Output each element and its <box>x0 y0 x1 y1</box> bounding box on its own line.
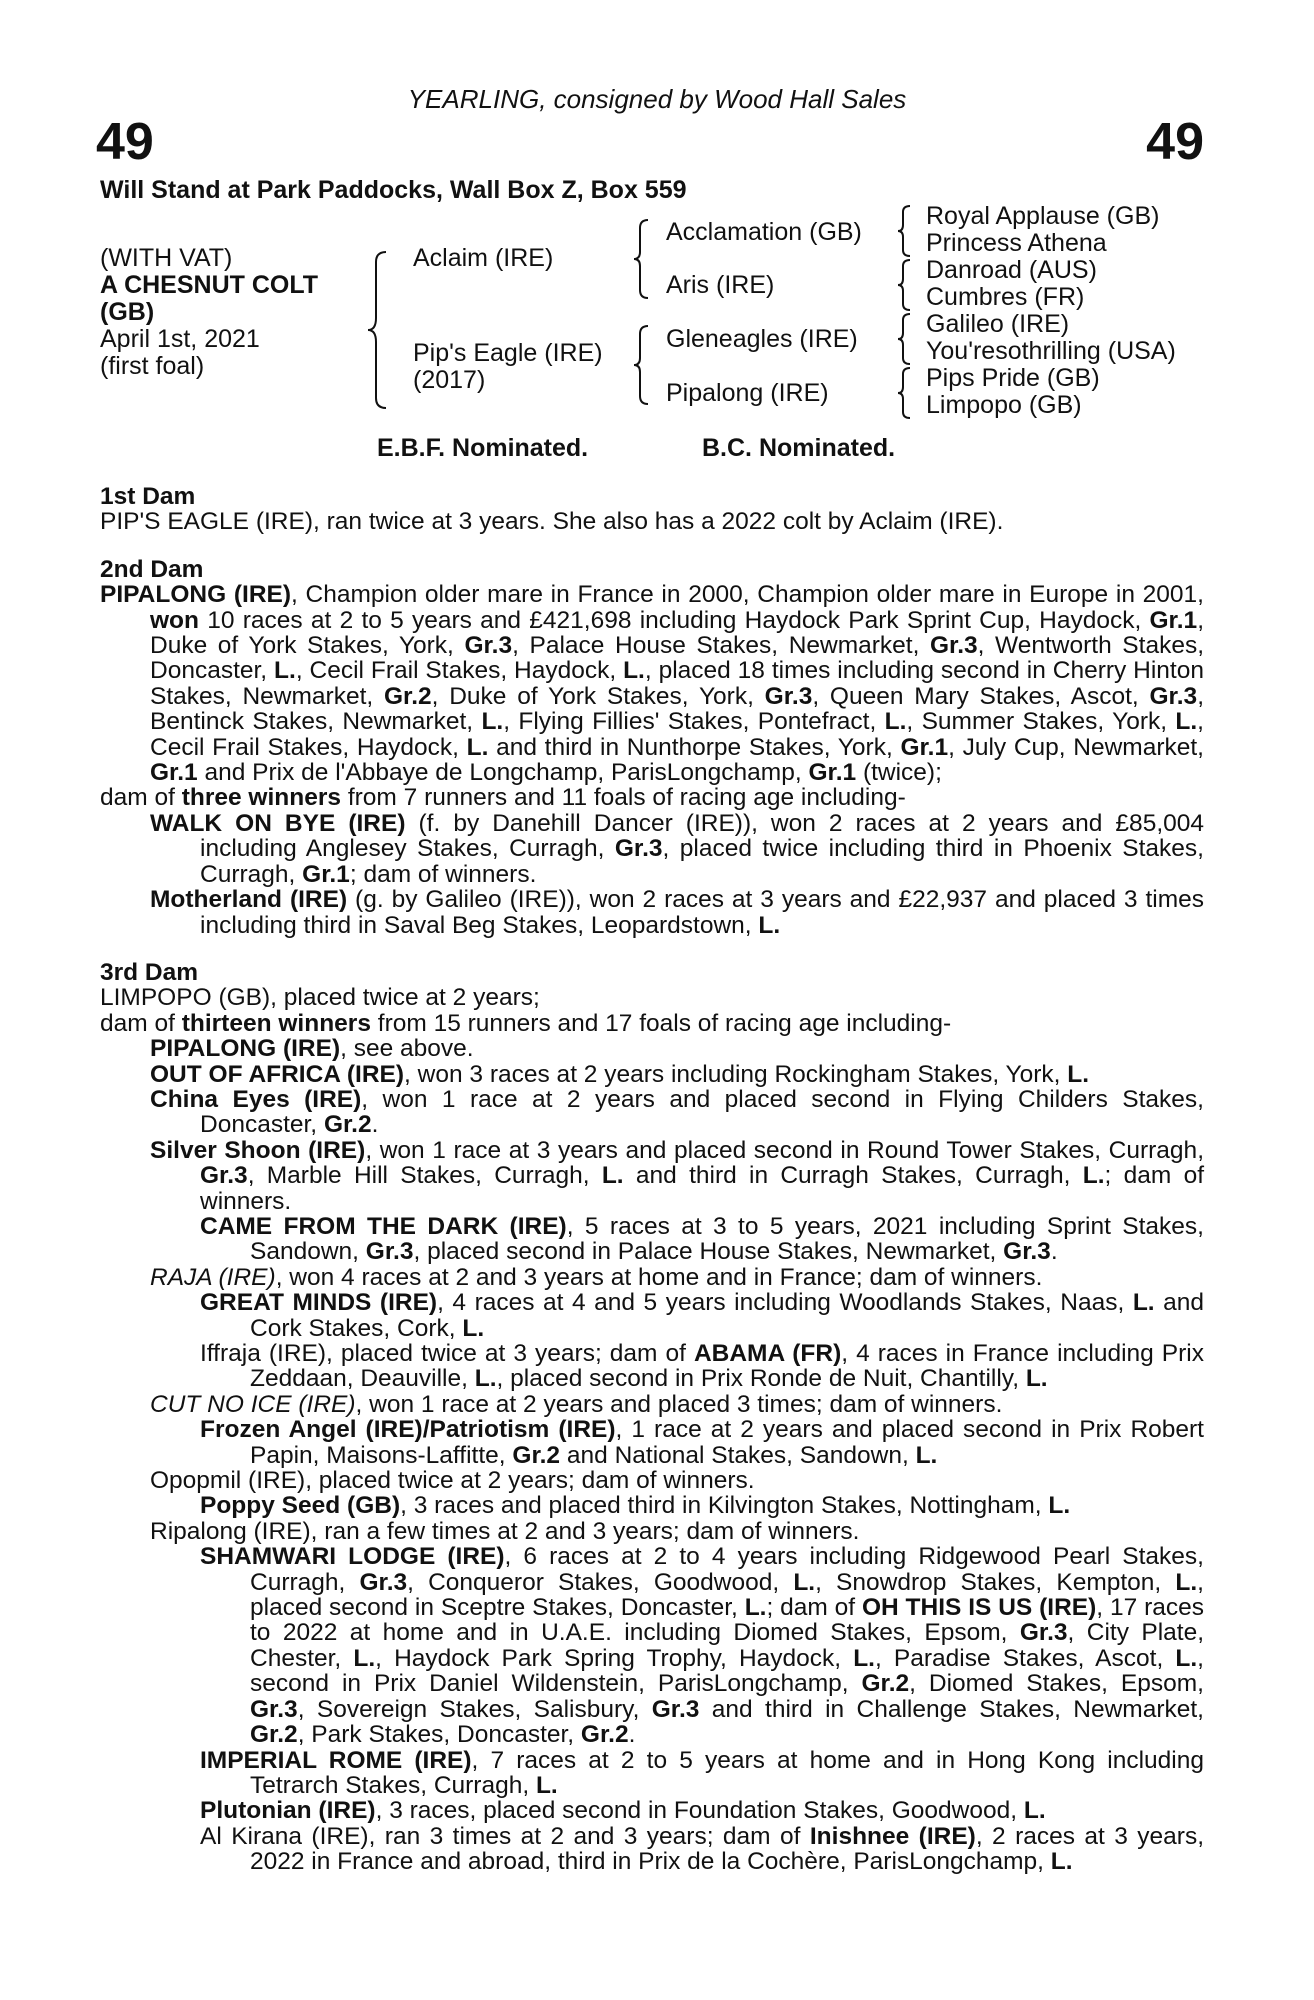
gen3-7: Pips Pride (GB) <box>926 364 1100 392</box>
lot-country: (GB) <box>100 298 155 326</box>
plutonian-entry: Plutonian (IRE), 3 races, placed second in Foundation Stakes, Goodwood, L. <box>200 1797 1046 1825</box>
third-dam-heading: 3rd Dam <box>100 958 199 986</box>
second-dam-heading: 2nd Dam <box>100 555 204 583</box>
second-dam-produce-summary: dam of three winners from 7 runners and 11 foals of racing age including- <box>100 784 906 812</box>
sire-dam: Aris (IRE) <box>666 271 775 299</box>
opopmil-entry: Opopmil (IRE), placed twice at 2 years; dam of winners. <box>150 1467 755 1495</box>
frozen-angel-entry: Frozen Angel (IRE)/Patriotism (IRE), 1 race at 2 years and placed second in Prix Robert Papin, Maisons-Laffitte, Gr.2 and National Stakes, Sandown, L. <box>200 1416 1204 1469</box>
iffraja-entry: Iffraja (IRE), placed twice at 3 years; dam of ABAMA (FR), 4 races in France including Prix Zeddaan, Deauville, L., placed second in Prix Ronde de Nuit, Chantilly, L. <box>200 1340 1204 1393</box>
poppy-seed-entry: Poppy Seed (GB), 3 races and placed third in Kilvington Stakes, Nottingham, L. <box>200 1492 1071 1520</box>
catalogue-text <box>100 484 1204 1875</box>
lot-number-left: 49 <box>96 113 154 171</box>
lot-title: A CHESNUT COLT <box>100 271 319 299</box>
consignment-line: YEARLING, consigned by Wood Hall Sales <box>407 84 907 114</box>
sire-name: Aclaim (IRE) <box>413 244 554 272</box>
gen3-3: Danroad (AUS) <box>926 256 1097 284</box>
gen3-6: You'resothrilling (USA) <box>926 337 1176 365</box>
gen3-brace-2 <box>894 258 914 312</box>
gen3-4: Cumbres (FR) <box>926 283 1085 311</box>
imperial-rome-entry: IMPERIAL ROME (IRE), 7 races at 2 to 5 years at home and in Hong Kong including Tetrarch Stakes, Curragh, L. <box>200 1746 1204 1799</box>
sire-dam-brace <box>364 250 390 410</box>
china-eyes-entry: China Eyes (IRE), won 1 race at 2 years and placed second in Flying Childers Stakes, Doncaster, Gr.2. <box>150 1085 1204 1139</box>
gen3-8: Limpopo (GB) <box>926 391 1082 419</box>
bc-nominated: B.C. Nominated. <box>702 434 896 462</box>
raja-entry: RAJA (IRE), won 4 races at 2 and 3 years at home and in France; dam of winners. <box>150 1263 1043 1291</box>
lot-note: (first foal) <box>100 352 205 380</box>
gen3-5: Galileo (IRE) <box>926 310 1070 338</box>
gen3-2: Princess Athena <box>926 229 1107 257</box>
silver-shoon-entry: Silver Shoon (IRE), won 1 race at 3 years and placed second in Round Tower Stakes, Curragh, Gr.3, Marble Hill Stakes, Curragh, L. and third in Curragh Stakes, Curragh, L.; dam of winners. <box>150 1136 1204 1215</box>
first-dam-text: PIP'S EAGLE (IRE), ran twice at 3 years. She also has a 2022 colt by Aclaim (IRE). <box>100 508 1004 536</box>
dam-year: (2017) <box>413 366 486 394</box>
ripalong-entry: Ripalong (IRE), ran a few times at 2 and 3 years; dam of winners. <box>150 1517 860 1545</box>
gen3-brace-3 <box>894 312 914 366</box>
dam-line-brace <box>630 324 652 406</box>
al-kirana-entry: Al Kirana (IRE), ran 3 times at 2 and 3 years; dam of Inishnee (IRE), 2 races at 3 years, 2022 in France and abroad, third in Prix de la Cochère, ParisLongchamp, L. <box>200 1822 1204 1876</box>
lot-vat: (WITH VAT) <box>100 244 233 272</box>
dam-dam: Pipalong (IRE) <box>666 379 829 407</box>
pipalong-entry: PIPALONG (IRE), see above. <box>150 1035 474 1063</box>
ebf-nominated: E.B.F. Nominated. <box>377 434 589 462</box>
shamwari-lodge-entry: SHAMWARI LODGE (IRE), 6 races at 2 to 4 years including Ridgewood Pearl Stakes, Curragh, Gr.3, Conqueror Stakes, Goodwood, L., Snowdrop Stakes, Kempton, L., placed second in Sceptre Stakes, Doncaster, L.; dam of OH THIS IS US (IRE), 17 races to 2022 at home and in U.A.E. including Diomed Stakes, Epsom, Gr.3, City Plate, Chester, L., Haydock Park Spring Trophy, Haydock, L., Paradise Stakes, Ascot, L., second in Prix Daniel Wildenstein, ParisLongchamp, Gr.2, Diomed Stakes, Epsom, Gr.3, Sovereign Stakes, Salisbury, Gr.3 and third in Challenge Stakes, Newmarket, Gr.2, Park Stakes, Doncaster, Gr.2. <box>200 1543 1205 1749</box>
dam-sire: Gleneagles (IRE) <box>666 325 858 353</box>
gen3-1: Royal Applause (GB) <box>926 202 1160 230</box>
lot-number-right: 49 <box>1146 113 1204 171</box>
walk-on-bye-entry: WALK ON BYE (IRE) (f. by Danehill Dancer (IRE)), won 2 races at 2 years and £85,004 including Anglesey Stakes, Curragh, Gr.3, placed twice including third in Phoenix Stakes, Curragh, Gr.1; dam of winners. <box>150 809 1204 888</box>
second-dam-paragraph: PIPALONG (IRE), Champion older mare in France in 2000, Champion older mare in Europe in 2001, won 10 races at 2 to 5 years and £421,698 including Haydock Park Sprint Cup, Haydock, Gr.1, Duke of York Stakes, York, Gr.3, Palace House Stakes, Newmarket, Gr.3, Wentworth Stakes, Doncaster, L., Cecil Frail Stakes, Haydock, L., placed 18 times including second in Cherry Hinton Stakes, Newmarket, Gr.2, Duke of York Stakes, York, Gr.3, Queen Mary Stakes, Ascot, Gr.3, Bentinck Stakes, Newmarket, L., Flying Fillies' Stakes, Pontefract, L., Summer Stakes, York, L., Cecil Frail Stakes, Haydock, L. and third in Nunthorpe Stakes, York, Gr.1, July Cup, Newmarket, Gr.1 and Prix de l'Abbaye de Longchamp, ParisLongchamp, Gr.1 (twice); <box>100 581 1205 787</box>
gen3-brace-4 <box>894 366 914 420</box>
lot-dob: April 1st, 2021 <box>100 325 260 353</box>
out-of-africa-entry: OUT OF AFRICA (IRE), won 3 races at 2 years including Rockingham Stakes, York, L. <box>150 1060 1090 1088</box>
third-dam-produce-summary: dam of thirteen winners from 15 runners and 17 foals of racing age including- <box>100 1009 952 1037</box>
sire-sire: Acclamation (GB) <box>666 218 862 246</box>
cut-no-ice-entry: CUT NO ICE (IRE), won 1 race at 2 years and placed 3 times; dam of winners. <box>150 1390 1003 1418</box>
gen3-brace-1 <box>894 204 914 258</box>
dam-name: Pip's Eagle (IRE) <box>413 339 603 367</box>
great-minds-entry: GREAT MINDS (IRE), 4 races at 4 and 5 years including Woodlands Stakes, Naas, L. and Cork Stakes, Cork, L. <box>200 1289 1204 1342</box>
came-from-the-dark-entry: CAME FROM THE DARK (IRE), 5 races at 3 to 5 years, 2021 including Sprint Stakes, Sandown, Gr.3, placed second in Palace House Stakes, Newmarket, Gr.3. <box>200 1212 1204 1266</box>
motherland-entry: Motherland (IRE) (g. by Galileo (IRE)), won 2 races at 3 years and £22,937 and placed 3 times including third in Saval Beg Stakes, Leopardstown, L. <box>150 886 1204 939</box>
stand-location: Will Stand at Park Paddocks, Wall Box Z, Box 559 <box>100 176 687 204</box>
third-dam-line: LIMPOPO (GB), placed twice at 2 years; <box>100 984 540 1012</box>
sire-line-brace <box>630 218 652 300</box>
first-dam-heading: 1st Dam <box>100 483 196 510</box>
